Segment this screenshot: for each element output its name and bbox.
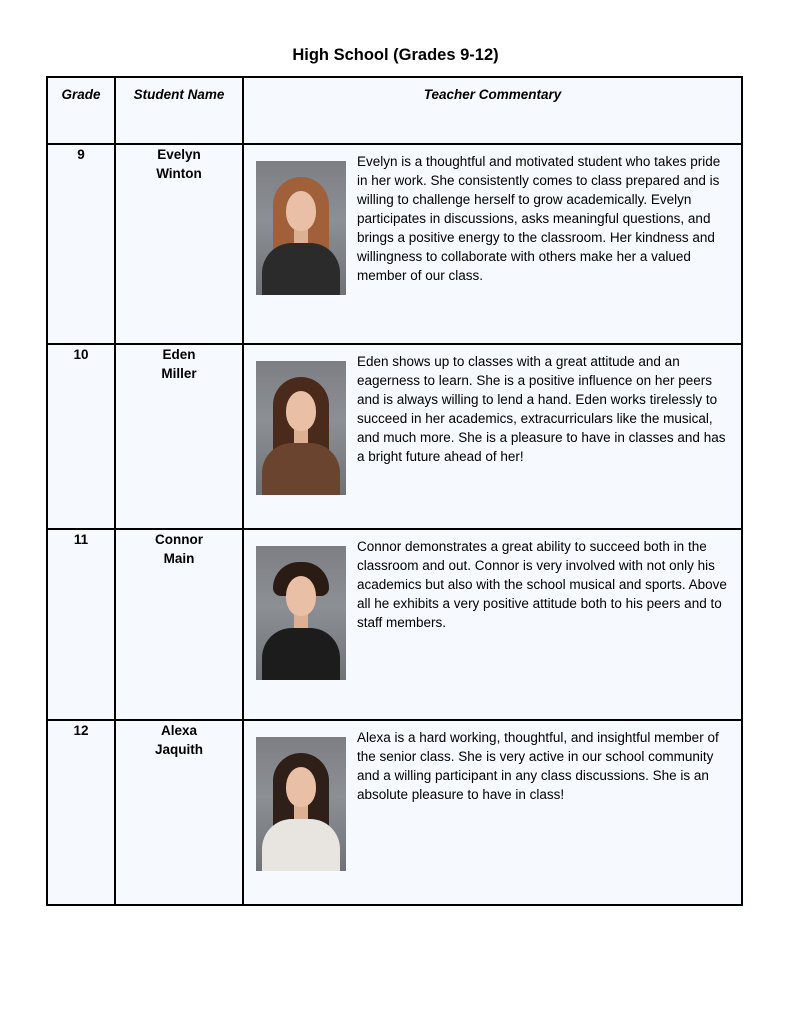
grade-cell: 9 xyxy=(47,144,115,344)
table-row xyxy=(47,144,742,344)
commentary-cell xyxy=(243,144,742,344)
student-last-name: Miller xyxy=(161,366,197,381)
page-title: High School (Grades 9-12) xyxy=(292,46,499,64)
table-row xyxy=(47,344,742,529)
photo-face xyxy=(286,391,316,431)
student-first-name: Evelyn xyxy=(157,147,201,162)
student-photo xyxy=(256,361,346,495)
student-name-column-header: Student Name xyxy=(115,77,243,144)
student-first-name: Connor xyxy=(155,532,203,547)
photo-clothing xyxy=(262,443,340,495)
student-last-name: Main xyxy=(163,551,195,566)
table-row xyxy=(47,720,742,905)
student-name-cell xyxy=(115,344,243,529)
grade-cell: 10 xyxy=(47,344,115,529)
student-last-name: Jaquith xyxy=(154,742,203,757)
student-name-cell xyxy=(115,720,243,905)
student-photo xyxy=(256,546,346,680)
photo-face xyxy=(286,767,316,807)
student-name-cell xyxy=(115,529,243,720)
student-photo xyxy=(256,161,346,295)
teacher-commentary-column-header: Teacher Commentary xyxy=(243,77,742,144)
photo-clothing xyxy=(262,819,340,871)
teacher-commentary-text: Connor demonstrates a great ability to succeed both in the classroom and out. Connor is very involved with not only his academics but also with the school musical and sports. Above all he exhibits a very positive attitude both to his peers and to staff members. xyxy=(357,539,727,630)
grade-column-header: Grade xyxy=(47,77,115,144)
photo-face xyxy=(286,576,316,616)
teacher-commentary-text: Alexa is a hard working, thoughtful, and insightful member of the senior class. She is very active in our school community and a willing participant in any class discussions. She is an absolute pleasure to have in class! xyxy=(357,730,719,802)
commentary-cell xyxy=(243,344,742,529)
commentary-cell xyxy=(243,529,742,720)
table-row xyxy=(47,529,742,720)
student-first-name: Alexa xyxy=(160,723,198,738)
commentary-cell xyxy=(243,720,742,905)
student-photo xyxy=(256,737,346,871)
teacher-commentary-text: Eden shows up to classes with a great attitude and an eagerness to learn. She is a positive influence on her peers and is always willing to lend a hand. Eden works tirelessly to succeed in her academics, extracurriculars like the musical, and much more. She is a pleasure to have in classes and has a bright future ahead of her! xyxy=(357,354,726,464)
grade-cell: 11 xyxy=(47,529,115,720)
photo-clothing xyxy=(262,628,340,680)
student-name-cell xyxy=(115,144,243,344)
table-header-row xyxy=(47,77,742,144)
grade-cell: 12 xyxy=(47,720,115,905)
photo-face xyxy=(286,191,316,231)
teacher-commentary-text: Evelyn is a thoughtful and motivated student who takes pride in her work. She consistently comes to class prepared and is willing to challenge herself to grow academically. Evelyn participates in discussions, asks meaningful questions, and brings a positive energy to the classroom. Her kindness and willingness to collaborate with others make her a valued member of our class. xyxy=(357,154,721,283)
student-first-name: Eden xyxy=(162,347,196,362)
student-last-name: Winton xyxy=(156,166,202,181)
photo-clothing xyxy=(262,243,340,295)
student-table xyxy=(46,76,743,906)
